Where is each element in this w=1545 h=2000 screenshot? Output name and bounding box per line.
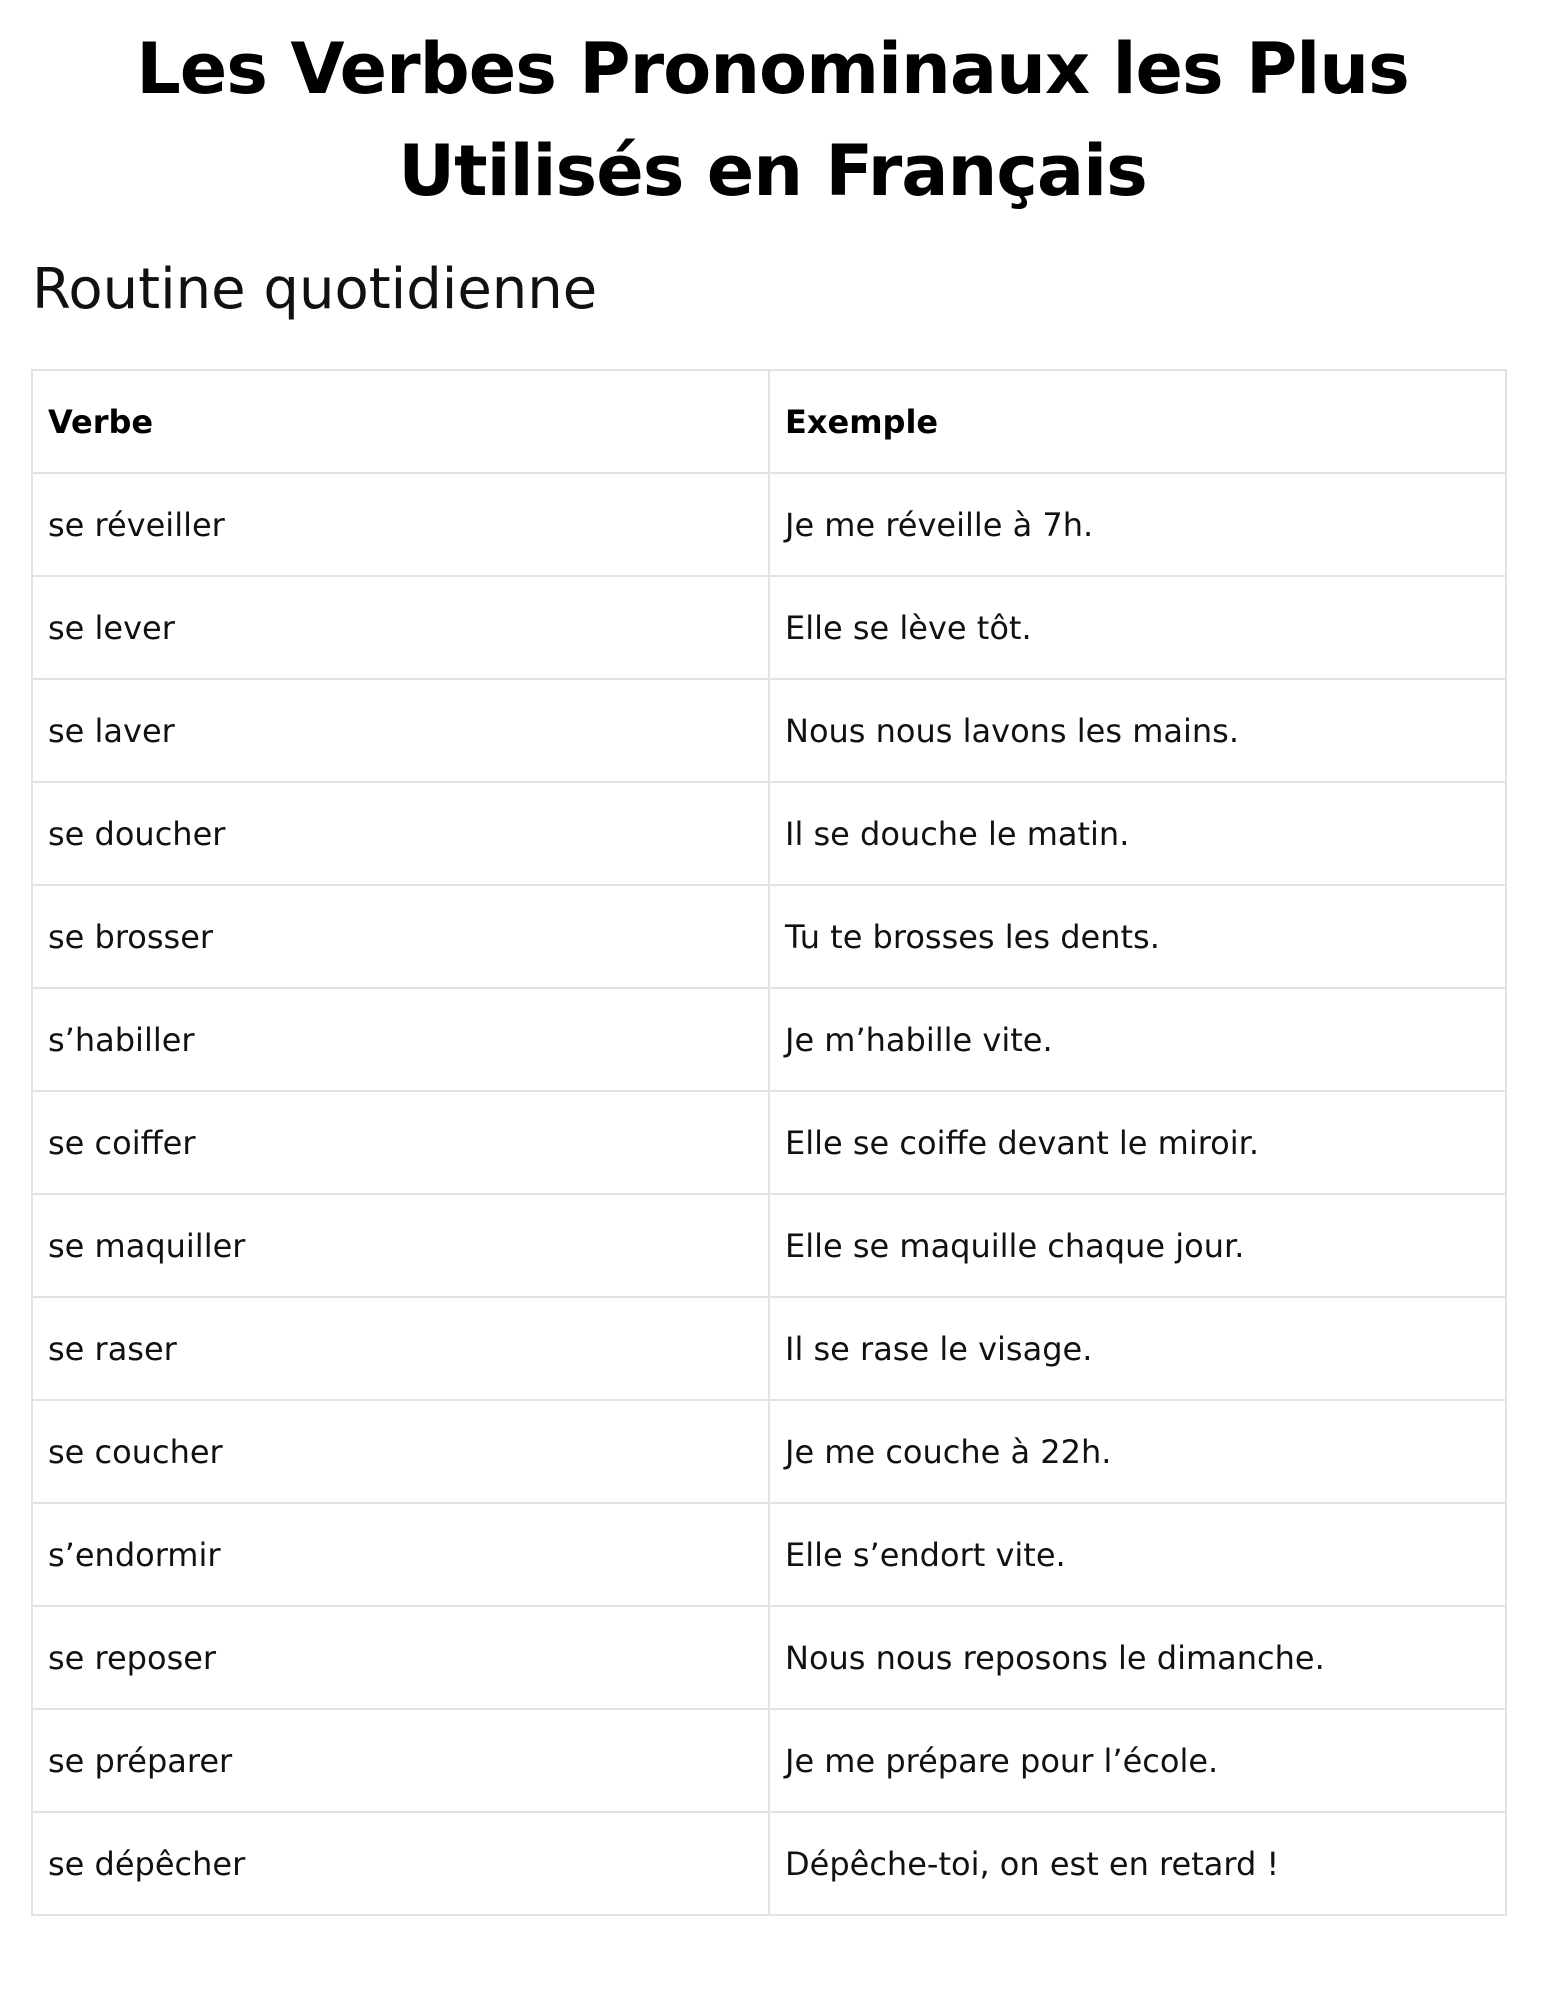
verb-cell: se préparer <box>32 1709 769 1812</box>
table-row <box>32 988 1506 1091</box>
column-header-verb: Verbe <box>32 370 769 473</box>
verb-cell: se réveiller <box>32 473 769 576</box>
example-cell: Je me réveille à 7h. <box>769 473 1506 576</box>
table-row <box>32 576 1506 679</box>
table-row <box>32 1812 1506 1915</box>
verb-cell: s’habiller <box>32 988 769 1091</box>
section-title: Routine quotidienne <box>32 257 598 322</box>
verb-cell: se coiffer <box>32 1091 769 1194</box>
table-row <box>32 1503 1506 1606</box>
verb-cell: se doucher <box>32 782 769 885</box>
verb-cell: se laver <box>32 679 769 782</box>
example-cell: Je me couche à 22h. <box>769 1400 1506 1503</box>
example-cell: Je me prépare pour l’école. <box>769 1709 1506 1812</box>
example-cell: Je m’habille vite. <box>769 988 1506 1091</box>
verb-cell: se lever <box>32 576 769 679</box>
verb-cell: se brosser <box>32 885 769 988</box>
example-cell: Dépêche-toi, on est en retard ! <box>769 1812 1506 1915</box>
example-cell: Elle se coiffe devant le miroir. <box>769 1091 1506 1194</box>
table-row <box>32 473 1506 576</box>
verb-table <box>31 369 1507 1916</box>
table-row <box>32 1297 1506 1400</box>
example-cell: Elle se lève tôt. <box>769 576 1506 679</box>
example-cell: Nous nous lavons les mains. <box>769 679 1506 782</box>
verb-cell: se reposer <box>32 1606 769 1709</box>
table-row <box>32 1091 1506 1194</box>
table-header-row <box>32 370 1506 473</box>
table-row <box>32 1709 1506 1812</box>
example-cell: Elle se maquille chaque jour. <box>769 1194 1506 1297</box>
verb-cell: se coucher <box>32 1400 769 1503</box>
example-cell: Elle s’endort vite. <box>769 1503 1506 1606</box>
page-title: Les Verbes Pronominaux les Plus Utilisés en Français <box>136 28 1409 212</box>
verb-cell: se raser <box>32 1297 769 1400</box>
verb-cell: se dépêcher <box>32 1812 769 1915</box>
table-row <box>32 1194 1506 1297</box>
table-row <box>32 679 1506 782</box>
table-row <box>32 1400 1506 1503</box>
table-body <box>32 473 1506 1915</box>
example-cell: Il se rase le visage. <box>769 1297 1506 1400</box>
example-cell: Nous nous reposons le dimanche. <box>769 1606 1506 1709</box>
table-row <box>32 782 1506 885</box>
example-cell: Tu te brosses les dents. <box>769 885 1506 988</box>
table-row <box>32 885 1506 988</box>
column-header-example: Exemple <box>769 370 1506 473</box>
example-cell: Il se douche le matin. <box>769 782 1506 885</box>
table-row <box>32 1606 1506 1709</box>
verb-cell: se maquiller <box>32 1194 769 1297</box>
verb-cell: s’endormir <box>32 1503 769 1606</box>
